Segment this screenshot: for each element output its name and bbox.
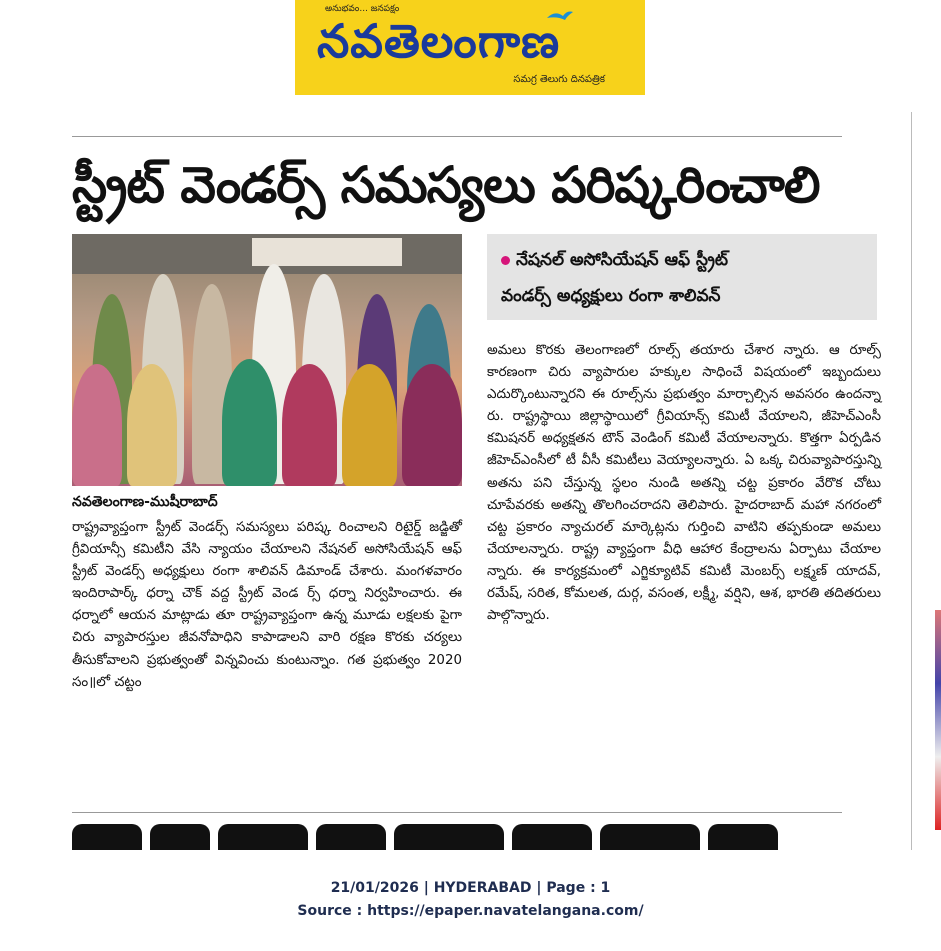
article-subhead-box xyxy=(487,234,877,320)
photo-person xyxy=(127,364,177,486)
article-body-left: రాష్ట్రవ్యాప్తంగా స్ట్రీట్ వెండర్స్ సమస్యలు పరిష్క రించాలని రిటైర్డ్ జడ్జితో గ్రీవియాన్సీ కమిటీని వేసి న్యాయం చేయాలని నేషనల్ అసోసియేషన్ ఆఫ్ స్ట్రీట్ వెండర్స్ అధ్యక్షులు రంగా శాలివన్ డిమాండ్ చేశారు. మంగళవారం ఇందిరాపార్క్ ధర్నా చౌక్ వద్ద స్ట్రీట్ వెండ ర్స్ ధర్నా నిర్వహించారు. ఈ ధర్నాలో ఆయన మాట్లాడు తూ రాష్ట్రవ్యాప్తంగా ఉన్న మూడు లక్షలకు పైగా చిరు వ్యాపారస్తుల జీవనోపాధిని కాపాడాలని వారి రక్షణ కొరకు చర్యలు తీసుకోవాలని ప్రభుత్వంతో విన్నవించు కుంటున్నాం. గత ప్రభుత్వం 2020 సం॥లో చట్టం xyxy=(72,520,462,690)
article-photo xyxy=(72,234,462,486)
photo-person xyxy=(402,364,462,486)
masthead-logo-text: నవతెలంగాణ xyxy=(317,14,561,68)
photo-person xyxy=(342,364,397,486)
subhead-line-1: నేషనల్ అసోసియేషన్ ఆఫ్ స్ట్రీట్ xyxy=(516,250,728,270)
column-border xyxy=(911,112,912,850)
article-byline: నవతెలంగాణ-ముషీరాబాద్ xyxy=(72,494,218,510)
photo-person xyxy=(72,364,122,486)
top-rule xyxy=(72,136,842,137)
photo-person xyxy=(222,359,277,486)
footer-date-edition: 21/01/2026 | HYDERABAD | Page : 1 xyxy=(330,880,611,896)
article-body-right: అమలు కొరకు తెలంగాణలో రూల్స్ తయారు చేశార న్నారు. ఆ రూల్స్ కారణంగా చిరు వ్యాపారుల హక్కుల సాధించే విషయంలో ఇబ్బందులు ఎదుర్కొంటున్నారని ఈ రూల్స్‌ను ప్రభుత్వం మార్చాల్సిన అవసరం ఉందన్నా రు. రాష్ట్రస్థాయి జిల్లాస్థాయిలో గ్రీవియాన్స్ కమిటీ వేయాలని, జీహెచ్ఎంసీ కమిషనర్ అధ్యక్షతన టౌన్ వెండింగ్ కమిటీ వేయాలన్నారు. కొత్తగా ఏర్పడిన జీహెచ్ఎంసీలో టీ వీసీ కమిటీలు వెయ్యాలన్నారు. ఏ ఒక్క చిరువ్యాపారస్తున్ని అతను పని చేస్తున్న స్థలం నుండి అతన్ని చట్ట ప్రకారం వేరొక చోటు చూపేవరకు అతన్ని తొలగించరాదని తెలిపారు. హైదరాబాద్ మహా నగరంలో చట్ట ప్రకారం న్యాచురల్ మార్కెట్లను గుర్తించి వాటిని తప్పకుండా అమలు చేయాలన్నారు. రాష్ట్ర వ్యాప్తంగా వీధి ఆహార కేంద్రాలను ఏర్పాటు చేయాల న్నారు. ఈ కార్యక్రమంలో ఎగ్జిక్యూటివ్ కమిటీ మెంబర్స్ లక్ష్మణ్ యాదవ్, రమేష్, సరిత, కోమలత, దుర్గ, వసంత, లక్ష్మీ, వర్షిని, ఆశ, భారతి తదితరులు పాల్గొన్నారు. xyxy=(487,343,881,624)
cropped-next-headline xyxy=(72,824,872,850)
subhead-line-2: వండర్స్ అధ్యక్షులు రంగా శాలివన్ xyxy=(501,286,721,306)
masthead-subtag: సమగ్ర తెలుగు దినపత్రిక xyxy=(513,74,605,85)
article-headline: స్ట్రీట్ వెండర్స్ సమస్యలు పరిష్కరించాలి xyxy=(72,156,820,214)
bullet-icon xyxy=(501,256,510,265)
photo-banner xyxy=(252,238,402,266)
bottom-rule xyxy=(72,812,842,813)
news-clipping xyxy=(72,112,912,850)
footer-source-link[interactable]: Source : https://epaper.navatelangana.com/ xyxy=(297,903,644,919)
photo-person xyxy=(282,364,337,486)
masthead-logo-banner xyxy=(295,0,645,95)
adjacent-page-edge xyxy=(935,610,941,830)
masthead-tagline: అనుభవం... జనపక్షం xyxy=(325,4,400,14)
